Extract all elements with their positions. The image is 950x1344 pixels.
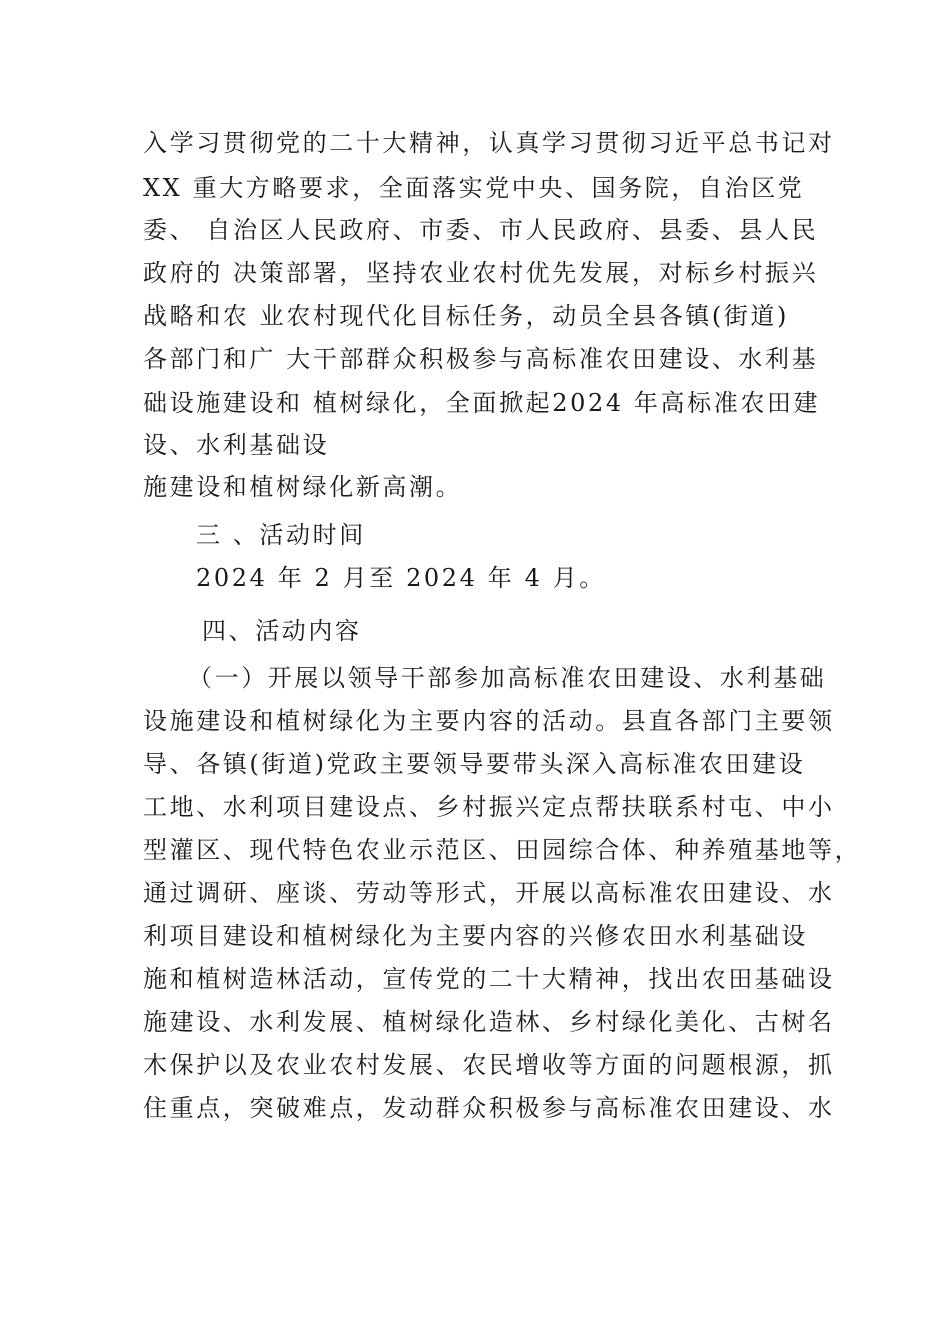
- paragraph-line-1: 入学习贯彻党的二十大精神，认真学习贯彻习近平总书记对: [143, 129, 835, 157]
- content-line-1: （一）开展以领导干部参加高标准农田建设、水利基础: [188, 664, 827, 692]
- paragraph-line-3: 委、 自治区人民政府、市委、市人民政府、县委、县人民: [143, 216, 819, 244]
- paragraph-line-4: 政府的 决策部署，坚持农业农村优先发展，对标乡村振兴: [143, 259, 819, 287]
- content-line-11: 住重点，突破难点，发动群众积极参与高标准农田建设、水: [143, 1094, 835, 1122]
- content-line-3: 导、各镇(街道)党政主要领导要带头深入高标准农田建设: [143, 750, 806, 778]
- content-line-4: 工地、水利项目建设点、乡村振兴定点帮扶联系村屯、中小: [143, 793, 835, 821]
- paragraph-line-6: 各部门和广 大干部群众积极参与高标准农田建设、水利基: [143, 345, 819, 373]
- content-line-10: 木保护以及农业农村发展、农民增收等方面的问题根源，抓: [143, 1051, 835, 1079]
- content-line-8: 施和植树造林活动，宣传党的二十大精神，找出农田基础设: [143, 965, 835, 993]
- content-line-5: 型灌区、现代特色农业示范区、田园综合体、种养殖基地等，: [143, 836, 862, 864]
- content-line-9: 施建设、水利发展、植树绿化造林、乡村绿化美化、古树名: [143, 1008, 835, 1036]
- activity-time-text: 2024 年 2 月至 2024 年 4 月。: [196, 564, 606, 592]
- paragraph-line-8: 设、水利基础设: [143, 431, 330, 459]
- content-line-7: 利项目建设和植树绿化为主要内容的兴修农田水利基础设: [143, 922, 808, 950]
- paragraph-line-2: XX 重大方略要求，全面落实党中央、国务院，自治区党: [143, 174, 805, 202]
- content-line-6: 通过调研、座谈、劳动等形式，开展以高标准农田建设、水: [143, 879, 835, 907]
- section-heading-activity-content: 四、活动内容: [202, 617, 362, 645]
- paragraph-line-7: 础设施建设和 植树绿化，全面掀起2024 年高标准农田建: [143, 389, 821, 417]
- section-heading-activity-time: 三 、活动时间: [196, 521, 366, 549]
- paragraph-line-5: 战略和农 业农村现代化目标任务，动员全县各镇(街道): [143, 302, 789, 330]
- paragraph-line-9: 施建设和植树绿化新高潮。: [143, 473, 463, 501]
- content-line-2: 设施建设和植树绿化为主要内容的活动。县直各部门主要领: [143, 707, 835, 735]
